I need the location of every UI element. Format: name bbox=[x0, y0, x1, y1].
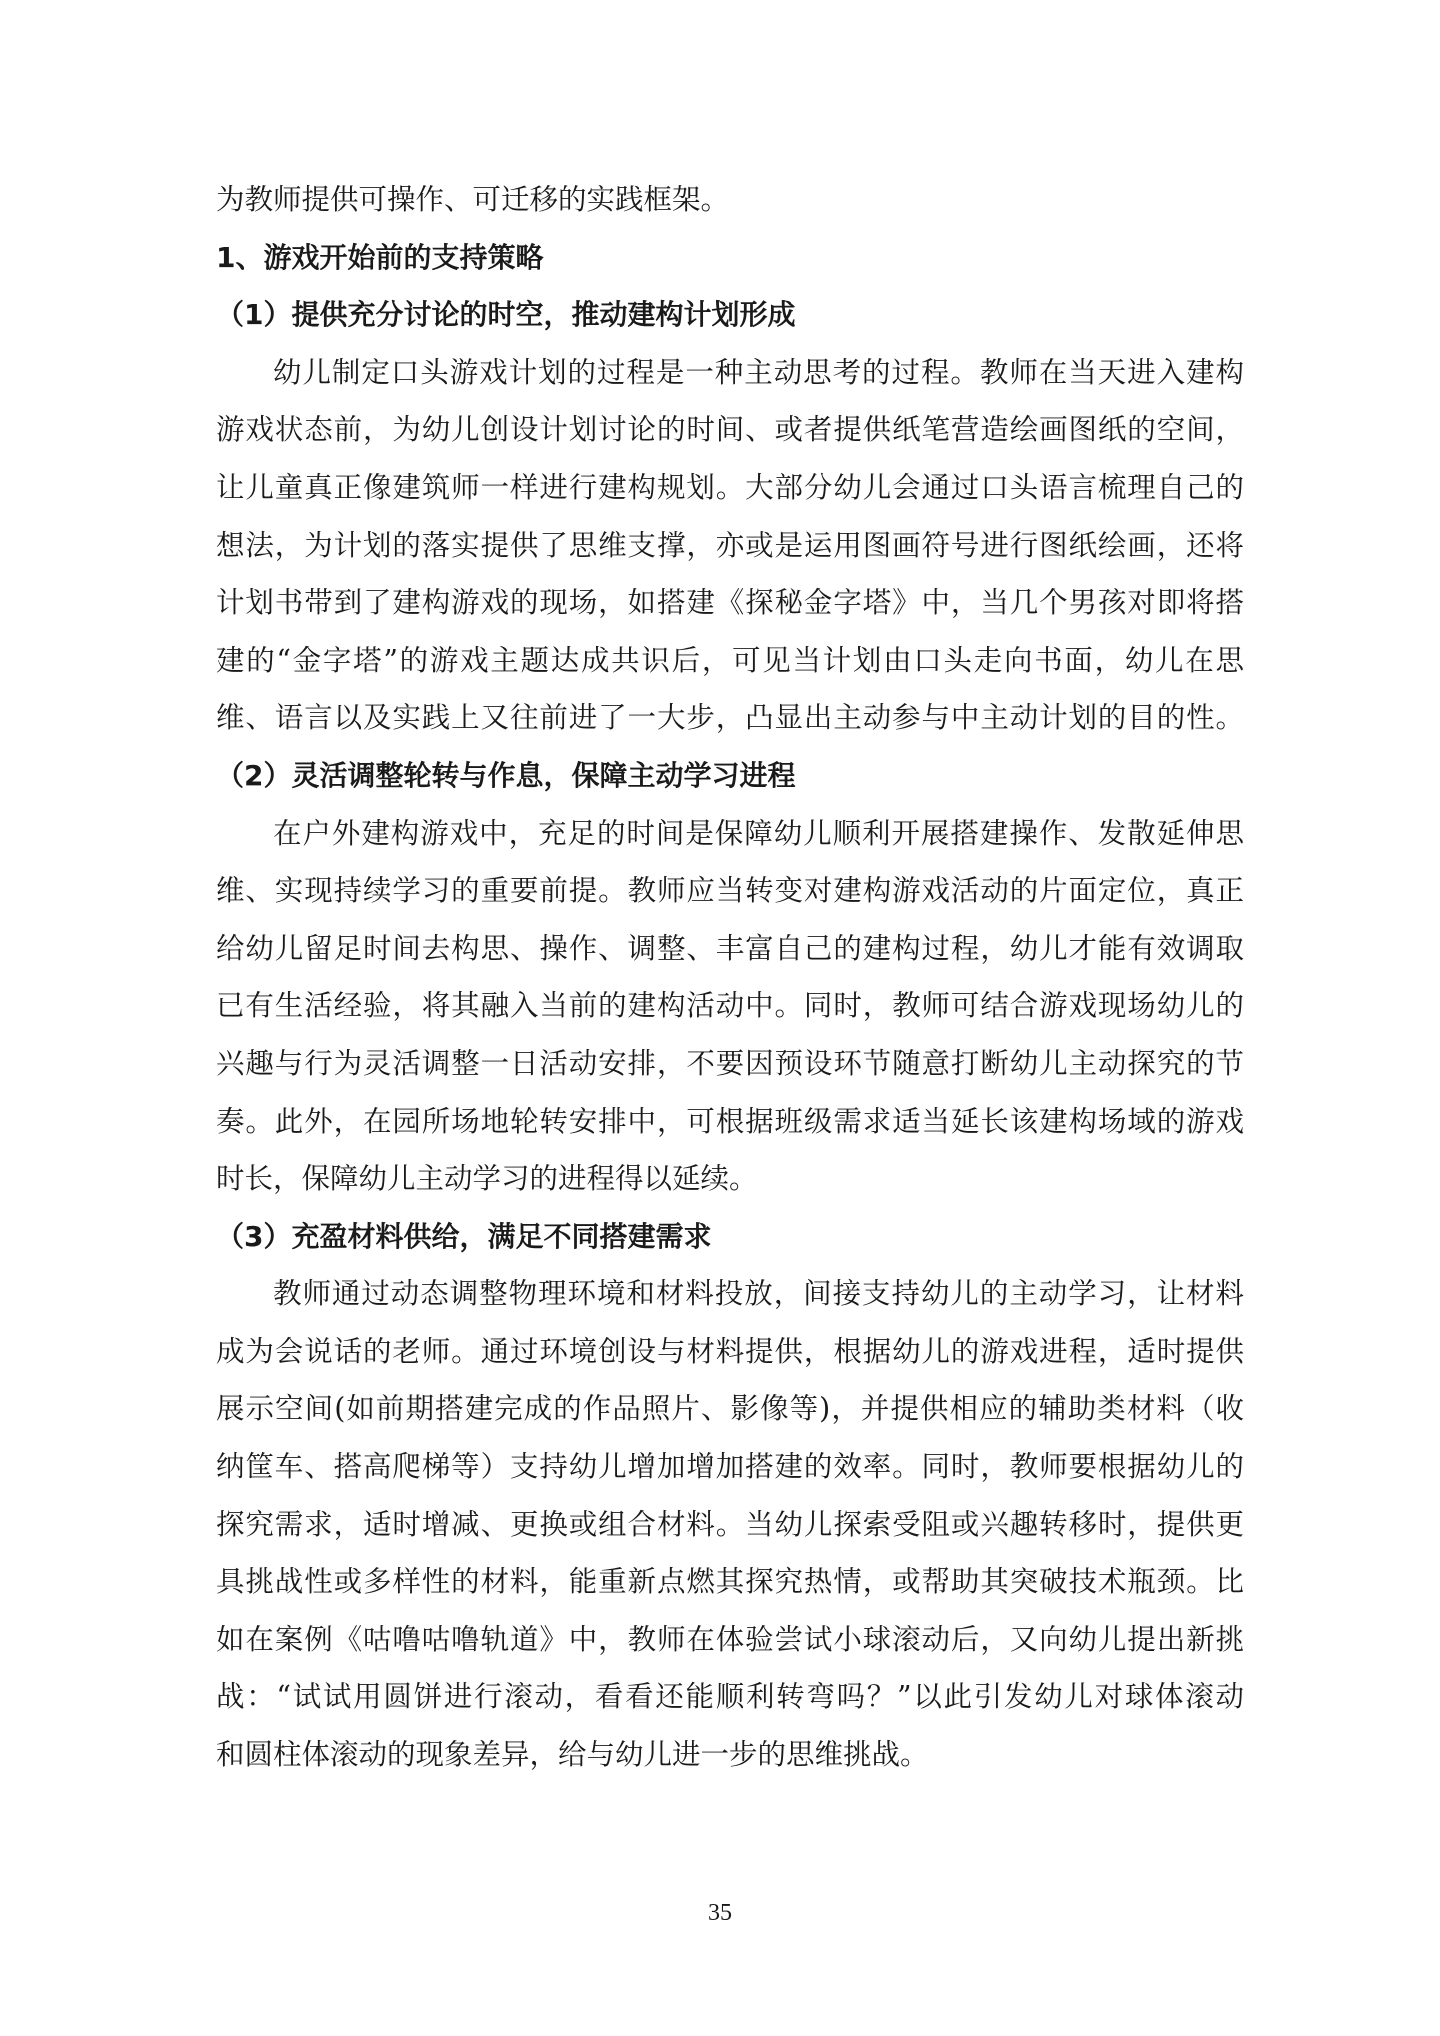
paragraph-line: 具挑战性或多样性的材料，能重新点燃其探究热情，或帮助其突破技术瓶颈。比 bbox=[216, 1565, 1244, 1599]
paragraph-line: 游戏状态前，为幼儿创设计划讨论的时间、或者提供纸笔营造绘画图纸的空间， bbox=[216, 413, 1244, 447]
subsection-heading-3: （3）充盈材料供给，满足不同搭建需求 bbox=[216, 1219, 712, 1253]
paragraph-line: 时长，保障幼儿主动学习的进程得以延续。 bbox=[216, 1162, 758, 1196]
paragraph-line: 战：“试试用圆饼进行滚动，看看还能顺利转弯吗？”以此引发幼儿对球体滚动 bbox=[216, 1680, 1244, 1714]
paragraph-line: 已有生活经验，将其融入当前的建构活动中。同时，教师可结合游戏现场幼儿的 bbox=[216, 989, 1244, 1023]
subsection-heading-2: （2）灵活调整轮转与作息，保障主动学习进程 bbox=[216, 758, 796, 792]
paragraph-line: 想法，为计划的落实提供了思维支撑，亦或是运用图画符号进行图纸绘画，还将 bbox=[216, 528, 1244, 562]
paragraph-line: 为教师提供可操作、可迁移的实践框架。 bbox=[216, 183, 730, 216]
paragraph-line: 给幼儿留足时间去构思、操作、调整、丰富自己的建构过程，幼儿才能有效调取 bbox=[216, 931, 1244, 965]
paragraph-line: 维、实现持续学习的重要前提。教师应当转变对建构游戏活动的片面定位，真正 bbox=[216, 874, 1244, 908]
paragraph-line: 展示空间(如前期搭建完成的作品照片、影像等)，并提供相应的辅助类材料（收 bbox=[216, 1392, 1244, 1426]
paragraph-line: 纳筐车、搭高爬梯等）支持幼儿增加增加搭建的效率。同时，教师要根据幼儿的 bbox=[216, 1450, 1244, 1484]
paragraph-line: 在户外建构游戏中，充足的时间是保障幼儿顺利开展搭建操作、发散延伸思 bbox=[273, 816, 1244, 850]
paragraph-line: 成为会说话的老师。通过环境创设与材料提供，根据幼儿的游戏进程，适时提供 bbox=[216, 1334, 1244, 1368]
document-page bbox=[216, 171, 1244, 1784]
paragraph-line: 奏。此外，在园所场地轮转安排中，可根据班级需求适当延长该建构场域的游戏 bbox=[216, 1104, 1244, 1138]
paragraph-line: 幼儿制定口头游戏计划的过程是一种主动思考的过程。教师在当天进入建构 bbox=[273, 355, 1244, 389]
paragraph-line: 计划书带到了建构游戏的现场，如搭建《探秘金字塔》中，当几个男孩对即将搭 bbox=[216, 586, 1244, 620]
section-heading: 1、游戏开始前的支持策略 bbox=[216, 240, 544, 274]
paragraph-line: 兴趣与行为灵活调整一日活动安排，不要因预设环节随意打断幼儿主动探究的节 bbox=[216, 1046, 1244, 1080]
paragraph-line: 让儿童真正像建筑师一样进行建构规划。大部分幼儿会通过口头语言梳理自己的 bbox=[216, 470, 1244, 504]
paragraph-line: 建的“金字塔”的游戏主题达成共识后，可见当计划由口头走向书面，幼儿在思 bbox=[216, 643, 1244, 677]
paragraph-line: 探究需求，适时增减、更换或组合材料。当幼儿探索受阻或兴趣转移时，提供更 bbox=[216, 1507, 1244, 1541]
paragraph-line: 维、语言以及实践上又往前进了一大步，凸显出主动参与中主动计划的目的性。 bbox=[216, 701, 1244, 735]
subsection-heading-1: （1）提供充分讨论的时空，推动建构计划形成 bbox=[216, 298, 796, 332]
paragraph-line: 如在案例《咕噜咕噜轨道》中，教师在体验尝试小球滚动后，又向幼儿提出新挑 bbox=[216, 1622, 1244, 1656]
page-number: 35 bbox=[708, 1900, 732, 1926]
paragraph-line: 和圆柱体滚动的现象差异，给与幼儿进一步的思维挑战。 bbox=[216, 1738, 929, 1772]
paragraph-line: 教师通过动态调整物理环境和材料投放，间接支持幼儿的主动学习，让材料 bbox=[273, 1277, 1244, 1311]
